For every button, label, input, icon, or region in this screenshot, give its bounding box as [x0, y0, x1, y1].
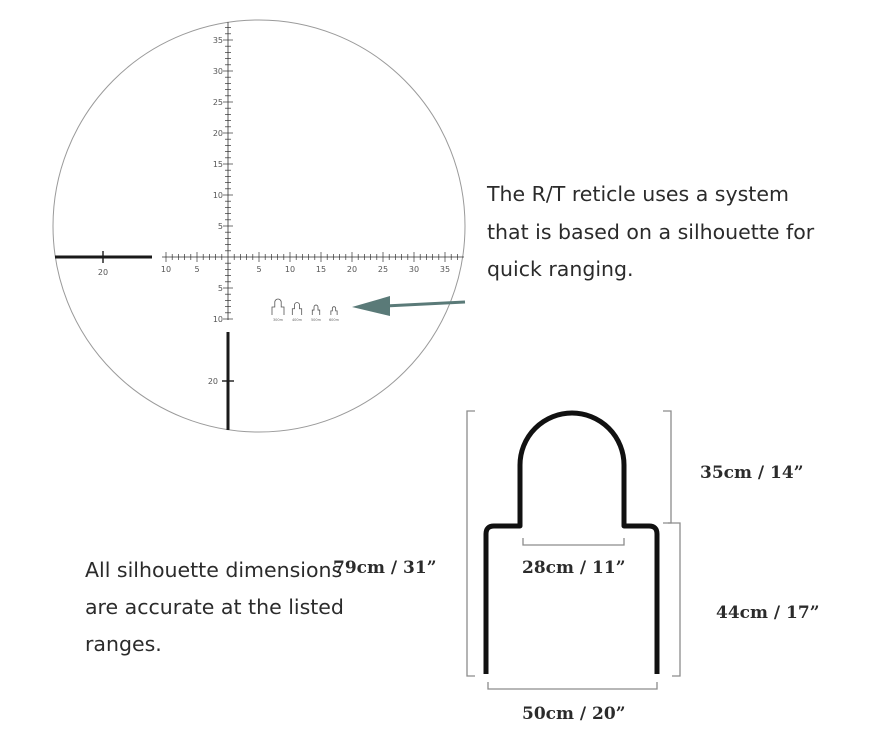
shoulder-width-label: 28cm / 11”	[522, 558, 626, 578]
ranging-silhouette-300m	[272, 299, 284, 315]
reticle-v-label: 10	[212, 191, 223, 200]
reticle-h-label: 10	[284, 265, 296, 274]
reticle-v-label: 15	[212, 160, 223, 169]
head-height-bracket	[663, 411, 671, 523]
base-width-label: 50cm / 20”	[522, 704, 626, 724]
pointer-arrow-head	[352, 296, 390, 316]
reticle-h-label: 25	[377, 265, 389, 274]
ranging-silhouettes	[272, 299, 340, 322]
reticle-h-label: 5	[194, 265, 200, 274]
pointer-arrow-shaft	[385, 302, 465, 306]
ranging-silhouette-400m	[292, 303, 301, 315]
reticle-h-label: 20	[346, 265, 358, 274]
reticle-circle	[53, 20, 465, 432]
reticle-h-label: 15	[315, 265, 327, 274]
reticle-v-label: 5	[217, 284, 223, 293]
total-height-bracket	[467, 411, 475, 676]
reticle-h-label: 30	[408, 265, 420, 274]
ranging-silhouette-label: 400m	[291, 318, 303, 322]
ranging-silhouette-500m	[312, 305, 319, 315]
silhouette-outline	[486, 413, 657, 674]
reticle-v-label: 35	[212, 36, 223, 45]
ranging-silhouette-label: 300m	[272, 318, 284, 322]
body-height-label: 44cm / 17”	[716, 603, 820, 623]
reticle-v-label: 20	[212, 129, 223, 138]
ranging-silhouette-label: 600m	[328, 318, 340, 322]
reticle-v-label: 25	[212, 98, 223, 107]
reticle-v-label: 10	[212, 315, 223, 324]
shoulder-width-bracket	[523, 538, 624, 545]
total-height-label: 79cm / 31”	[333, 558, 437, 578]
base-width-bracket	[488, 682, 657, 689]
reticle-far-down-label: 20	[207, 377, 218, 386]
reticle-v-label: 30	[212, 67, 223, 76]
ranging-description: The R/T reticle uses a system that is based on a silhouette for quick ranging.	[487, 182, 815, 281]
ranging-silhouette-600m	[331, 307, 337, 315]
body-height-bracket	[668, 523, 680, 676]
reticle-v-label: 5	[217, 222, 223, 231]
reticle-far-left-label: 20	[97, 268, 109, 277]
reticle-h-label: 5	[256, 265, 262, 274]
reticle-h-label: 10	[160, 265, 172, 274]
ranging-silhouette-label: 500m	[310, 318, 322, 322]
head-height-label: 35cm / 14”	[700, 463, 804, 483]
accuracy-description: All silhouette dimensions are accurate at the listed ranges.	[85, 558, 344, 656]
reticle-h-label: 35	[439, 265, 451, 274]
